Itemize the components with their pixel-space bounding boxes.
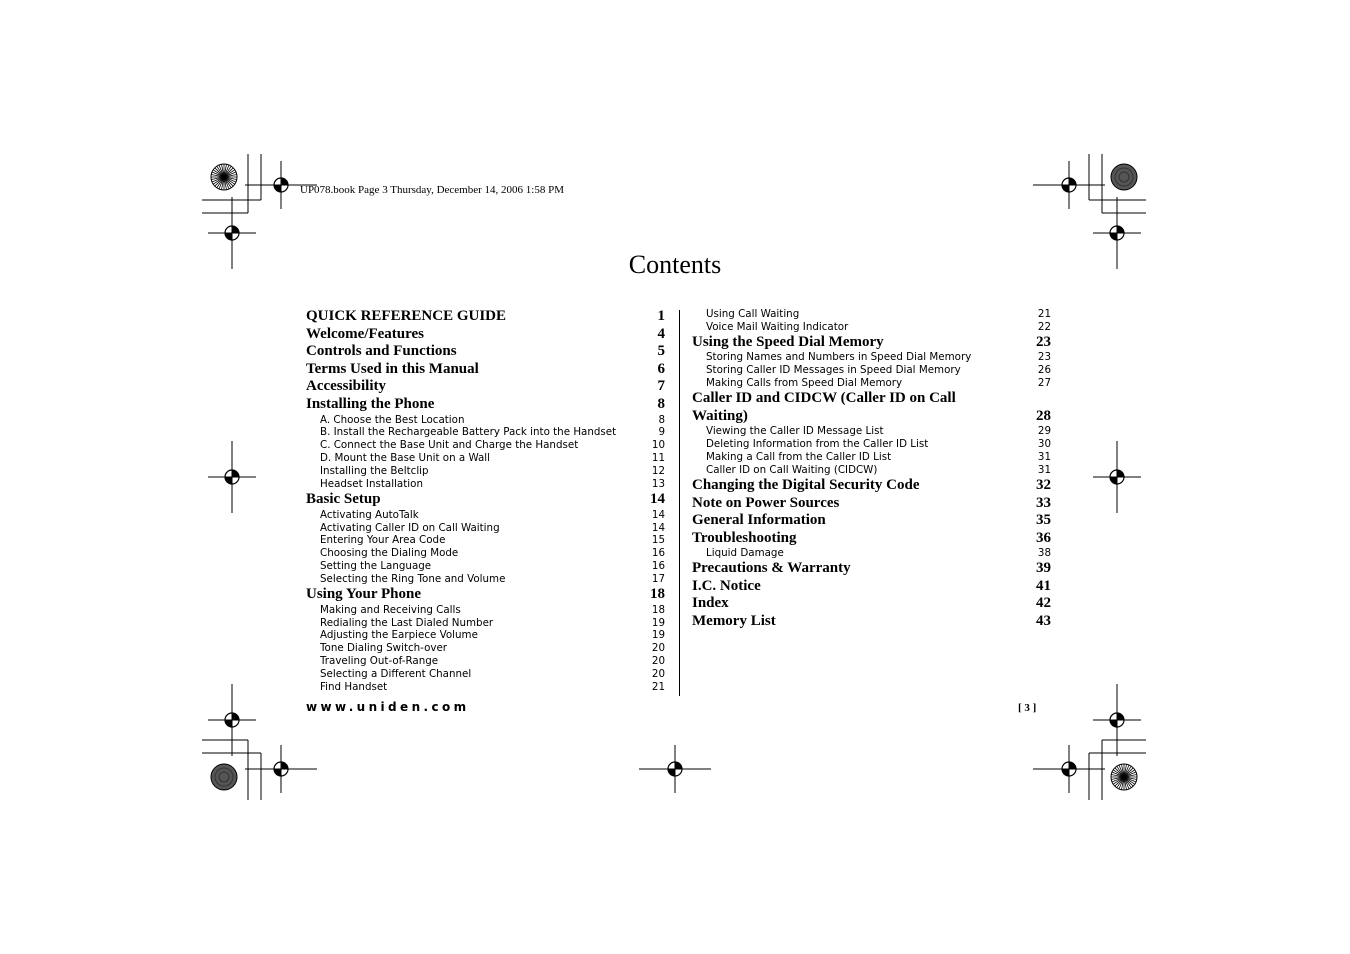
toc-entry-label: Choosing the Dialing Mode: [320, 547, 459, 560]
toc-entry-page-number: 21: [651, 681, 665, 694]
toc-section-entry: [692, 578, 1051, 596]
toc-entry-label: Headset Installation: [320, 478, 423, 491]
toc-entry-label: Tone Dialing Switch-over: [320, 642, 448, 655]
toc-entry-label: Memory List: [692, 613, 776, 629]
toc-entry-page-number: 5: [657, 343, 665, 360]
toc-section-entry: [306, 361, 665, 379]
toc-entry-page-number: 17: [651, 573, 665, 586]
toc-subsection-entry: [306, 668, 665, 681]
toc-entry-label: General Information: [692, 512, 826, 529]
toc-entry-page-number: 39: [1036, 560, 1051, 577]
toc-section-entry: [306, 491, 665, 509]
toc-entry-page-number: 15: [651, 534, 665, 547]
toc-entry-page-number: 7: [657, 378, 665, 395]
toc-subsection-entry: [692, 547, 1051, 560]
toc-entry-label: QUICK REFERENCE GUIDE: [306, 308, 507, 324]
toc-entry-label: Installing the Phone: [306, 395, 435, 412]
toc-entry-page-number: 30: [1037, 438, 1051, 451]
toc-subsection-entry: [306, 414, 665, 427]
toc-subsection-entry: [692, 438, 1051, 451]
toc-subsection-entry: [306, 604, 665, 617]
toc-entry-label: I.C. Notice: [692, 577, 761, 594]
toc-entry-label: Note on Power Sources: [692, 494, 840, 511]
toc-subsection-entry: [306, 522, 665, 535]
toc-subsection-entry: [306, 509, 665, 522]
toc-subsection-entry: [306, 426, 665, 439]
toc-right-column: [692, 308, 1051, 631]
toc-entry-label: Storing Caller ID Messages in Speed Dial Memory: [706, 364, 961, 377]
toc-entry-label: Making a Call from the Caller ID List: [706, 451, 892, 464]
toc-subsection-entry: [306, 547, 665, 560]
toc-subsection-entry: [692, 464, 1051, 477]
toc-entry-label: A. Choose the Best Location: [320, 413, 465, 426]
footer-website-url: www.uniden.com: [306, 700, 470, 714]
toc-entry-label: Installing the Beltclip: [320, 465, 429, 478]
toc-entry-page-number: 23: [1037, 351, 1051, 364]
toc-entry-page-number: 21: [1037, 308, 1051, 320]
toc-entry-page-number: 4: [657, 325, 665, 342]
toc-section-entry: [692, 334, 1051, 352]
toc-entry-page-number: 8: [658, 413, 665, 426]
toc-entry-page-number: 11: [651, 452, 665, 465]
toc-subsection-entry: [306, 478, 665, 491]
toc-entry-page-number: 36: [1036, 529, 1051, 546]
toc-subsection-entry: [306, 465, 665, 478]
toc-entry-page-number: 42: [1036, 595, 1051, 612]
toc-entry-page-number: 14: [650, 491, 665, 507]
toc-section-entry: [306, 308, 665, 326]
toc-subsection-entry: [692, 377, 1051, 390]
toc-entry-page-number: 33: [1036, 494, 1051, 511]
column-divider: [679, 310, 680, 696]
page-title: Contents: [628, 250, 722, 279]
toc-section-entry: [692, 595, 1051, 613]
toc-entry-page-number: 8: [657, 395, 665, 412]
toc-section-entry: [692, 512, 1051, 530]
toc-subsection-entry: [692, 321, 1051, 334]
toc-section-entry: [692, 560, 1051, 578]
toc-entry-page-number: 6: [657, 360, 665, 377]
toc-entry-page-number: 29: [1037, 425, 1051, 438]
toc-entry-label: Find Handset: [320, 681, 388, 694]
toc-entry-page-number: 14: [651, 508, 665, 521]
toc-entry-label: Activating AutoTalk: [320, 508, 419, 521]
toc-entry-page-number: 16: [651, 560, 665, 573]
toc-subsection-entry: [306, 681, 665, 694]
toc-section-entry: [306, 396, 665, 414]
toc-entry-label: Redialing the Last Dialed Number: [320, 616, 494, 629]
toc-subsection-entry: [692, 364, 1051, 377]
toc-section-entry: [306, 343, 665, 361]
toc-entry-label: Changing the Digital Security Code: [692, 476, 920, 493]
toc-subsection-entry: [306, 617, 665, 630]
toc-entry-page-number: 12: [651, 465, 665, 478]
toc-entry-page-number: 35: [1036, 512, 1051, 529]
toc-entry-label: Making and Receiving Calls: [320, 603, 461, 616]
toc-entry-label: Selecting the Ring Tone and Volume: [320, 573, 506, 586]
toc-entry-label: Using Your Phone: [306, 586, 422, 603]
toc-section-entry: [692, 495, 1051, 513]
toc-entry-page-number: 19: [651, 629, 665, 642]
toc-section-entry: [306, 378, 665, 396]
toc-section-entry: [692, 530, 1051, 548]
toc-subsection-entry: [306, 642, 665, 655]
toc-entry-page-number: 18: [650, 586, 665, 603]
toc-subsection-entry: [306, 534, 665, 547]
toc-entry-label: Viewing the Caller ID Message List: [706, 425, 884, 438]
toc-entry-label: Welcome/Features: [306, 325, 425, 342]
toc-section-entry: [692, 390, 1051, 425]
toc-entry-page-number: 18: [651, 603, 665, 616]
toc-entry-page-number: 38: [1037, 547, 1051, 560]
toc-entry-page-number: 28: [1036, 407, 1051, 424]
toc-entry-label: Adjusting the Earpiece Volume: [320, 629, 478, 642]
toc-subsection-entry: [306, 655, 665, 668]
toc-entry-page-number: 13: [651, 478, 665, 491]
toc-entry-label: Liquid Damage: [706, 547, 784, 560]
toc-entry-label: C. Connect the Base Unit and Charge the Handset: [320, 439, 579, 452]
toc-entry-page-number: 26: [1037, 364, 1051, 377]
toc-subsection-entry: [692, 308, 1051, 321]
toc-entry-page-number: 32: [1036, 476, 1051, 493]
toc-entry-page-number: 27: [1037, 377, 1051, 390]
toc-entry-page-number: 16: [651, 547, 665, 560]
toc-entry-label: Caller ID and CIDCW (Caller ID on Call Waiting): [692, 390, 956, 424]
toc-entry-label: Entering Your Area Code: [320, 534, 446, 547]
print-header-note: UP078.book Page 3 Thursday, December 14, 2006 1:58 PM: [300, 184, 564, 196]
toc-entry-label: Selecting a Different Channel: [320, 668, 472, 681]
toc-subsection-entry: [692, 451, 1051, 464]
toc-entry-label: Accessibility: [306, 378, 386, 395]
toc-entry-label: B. Install the Rechargeable Battery Pack into the Handset: [320, 426, 617, 439]
toc-entry-label: Activating Caller ID on Call Waiting: [320, 521, 500, 534]
toc-section-entry: [692, 613, 1051, 631]
toc-entry-page-number: 31: [1037, 451, 1051, 464]
toc-entry-label: Making Calls from Speed Dial Memory: [706, 377, 903, 390]
toc-entry-label: Using Call Waiting: [706, 308, 800, 320]
footer-page-number: [ 3 ]: [1018, 702, 1037, 714]
toc-entry-page-number: 1: [657, 308, 665, 324]
toc-entry-page-number: 20: [651, 642, 665, 655]
toc-section-entry: [692, 477, 1051, 495]
toc-entry-label: D. Mount the Base Unit on a Wall: [320, 452, 491, 465]
toc-subsection-entry: [306, 560, 665, 573]
toc-entry-page-number: 20: [651, 668, 665, 681]
toc-entry-page-number: 31: [1037, 464, 1051, 477]
toc-entry-page-number: 10: [651, 439, 665, 452]
toc-entry-label: Deleting Information from the Caller ID List: [706, 438, 929, 451]
toc-entry-label: Precautions & Warranty: [692, 560, 851, 577]
toc-entry-label: Storing Names and Numbers in Speed Dial Memory: [706, 351, 972, 364]
toc-left-column: [306, 308, 665, 694]
toc-entry-page-number: 22: [1037, 320, 1051, 333]
toc-entry-label: Controls and Functions: [306, 343, 457, 360]
toc-entry-label: Traveling Out-of-Range: [320, 655, 439, 668]
toc-entry-label: Troubleshooting: [692, 529, 797, 546]
toc-entry-label: Using the Speed Dial Memory: [692, 333, 884, 350]
toc-entry-label: Basic Setup: [306, 491, 381, 507]
toc-entry-page-number: 43: [1036, 613, 1051, 629]
toc-entry-label: Terms Used in this Manual: [306, 360, 479, 377]
toc-subsection-entry: [306, 439, 665, 452]
toc-entry-label: Voice Mail Waiting Indicator: [706, 320, 849, 333]
toc-section-entry: [306, 326, 665, 344]
toc-entry-page-number: 9: [658, 426, 665, 439]
toc-entry-page-number: 20: [651, 655, 665, 668]
toc-entry-page-number: 23: [1036, 333, 1051, 350]
toc-subsection-entry: [692, 425, 1051, 438]
toc-entry-page-number: 14: [651, 521, 665, 534]
toc-subsection-entry: [692, 351, 1051, 364]
toc-subsection-entry: [306, 452, 665, 465]
toc-entry-label: Setting the Language: [320, 560, 432, 573]
toc-entry-page-number: 41: [1036, 577, 1051, 594]
toc-subsection-entry: [306, 629, 665, 642]
toc-section-entry: [306, 586, 665, 604]
toc-entry-label: Caller ID on Call Waiting (CIDCW): [706, 464, 878, 477]
toc-subsection-entry: [306, 573, 665, 586]
toc-entry-label: Index: [692, 595, 729, 612]
toc-entry-page-number: 19: [651, 616, 665, 629]
